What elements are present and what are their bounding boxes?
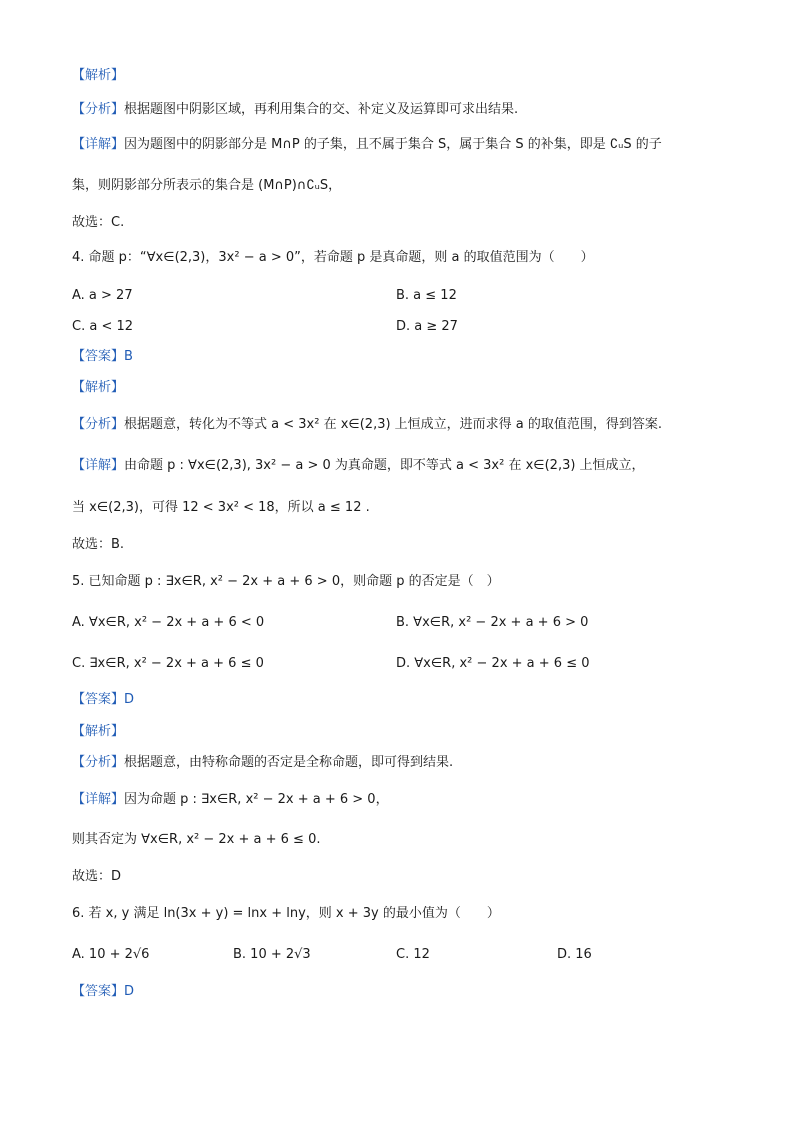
q5-fenxi-text: 根据题意，由特称命题的否定是全称命题，即可得到结果. xyxy=(124,755,454,770)
q5-fenxi-label: 【分析】 xyxy=(72,755,125,770)
q4-xiangjie-text-cont: 当 x∈(2,3)，可得 12 < 3x² < 18，所以 a ≤ 12 . xyxy=(72,500,370,515)
fenxi-paragraph xyxy=(72,100,518,120)
xiangjie-text: 因为题图中的阴影部分是 M∩P 的子集，且不属于集合 S，属于集合 S 的补集，即是 ∁ᵤS 的子 xyxy=(124,137,662,152)
q4-fenxi-text: 根据题意，转化为不等式 a < 3x² 在 x∈(2,3) 上恒成立，进而求得 a 的取值范围，得到答案. xyxy=(124,417,663,432)
q4-fenxi-label: 【分析】 xyxy=(72,417,125,432)
fenxi-label: 【分析】 xyxy=(72,102,125,117)
q6-answer: 【答案】D xyxy=(72,984,135,999)
q6-option-a: A. 10 + 2√6 xyxy=(72,947,150,962)
q5-xiangjie-paragraph xyxy=(72,790,389,810)
q5-option-c: C. ∃x∈R, x² − 2x + a + 6 ≤ 0 xyxy=(72,656,264,671)
q5-option-a: A. ∀x∈R, x² − 2x + a + 6 < 0 xyxy=(72,615,265,630)
q5-xiangjie-text: 因为命题 p : ∃x∈R, x² − 2x + a + 6 > 0， xyxy=(124,792,389,807)
jiexi-heading: 【解析】 xyxy=(72,68,125,83)
q4-option-b: B. a ≤ 12 xyxy=(396,288,457,303)
q4-jiexi-heading: 【解析】 xyxy=(72,380,125,395)
xiangjie-text-cont: 集，则阴影部分所表示的集合是 (M∩P)∩∁ᵤS， xyxy=(72,178,342,193)
q4-answer: 【答案】B xyxy=(72,349,133,364)
xiangjie-label: 【详解】 xyxy=(72,137,125,152)
q4-option-a: A. a > 27 xyxy=(72,288,133,303)
fenxi-text: 根据题图中阴影区域，再利用集合的交、补定义及运算即可求出结果. xyxy=(124,102,519,117)
q4-xiangjie-paragraph xyxy=(72,456,645,476)
q5-guxuan: 故选：D xyxy=(72,869,122,884)
q4-xiangjie-label: 【详解】 xyxy=(72,458,125,473)
guxuan-text: 故选：C. xyxy=(72,215,125,230)
q5-xiangjie-label: 【详解】 xyxy=(72,792,125,807)
q4-xiangjie-text: 由命题 p : ∀x∈(2,3), 3x² − a > 0 为真命题，即不等式 a < 3x² 在 x∈(2,3) 上恒成立， xyxy=(124,458,645,473)
q6-option-c: C. 12 xyxy=(396,947,430,962)
q4-fenxi-paragraph xyxy=(72,415,662,435)
q5-option-b: B. ∀x∈R, x² − 2x + a + 6 > 0 xyxy=(396,615,589,630)
q6-stem: 6. 若 x, y 满足 ln(3x + y) = lnx + lny，则 x + 3y 的最小值为（ ） xyxy=(72,906,500,921)
q5-option-d: D. ∀x∈R, x² − 2x + a + 6 ≤ 0 xyxy=(396,656,590,671)
q5-fenxi-paragraph xyxy=(72,753,453,773)
q5-stem: 5. 已知命题 p : ∃x∈R, x² − 2x + a + 6 > 0，则命题 p 的否定是（ ） xyxy=(72,574,500,589)
q4-option-c: C. a < 12 xyxy=(72,319,134,334)
q4-option-d: D. a ≥ 27 xyxy=(396,319,458,334)
q6-option-d: D. 16 xyxy=(557,947,592,962)
q4-stem: 4. 命题 p：“∀x∈(2,3)，3x² − a > 0”，若命题 p 是真命题，则 a 的取值范围为（ ） xyxy=(72,250,594,265)
q4-guxuan: 故选：B. xyxy=(72,537,125,552)
q5-answer: 【答案】D xyxy=(72,692,135,707)
xiangjie-paragraph xyxy=(72,135,662,155)
q5-xiangjie-text-cont: 则其否定为 ∀x∈R, x² − 2x + a + 6 ≤ 0. xyxy=(72,832,321,847)
q5-jiexi-heading: 【解析】 xyxy=(72,724,125,739)
q6-option-b: B. 10 + 2√3 xyxy=(233,947,311,962)
